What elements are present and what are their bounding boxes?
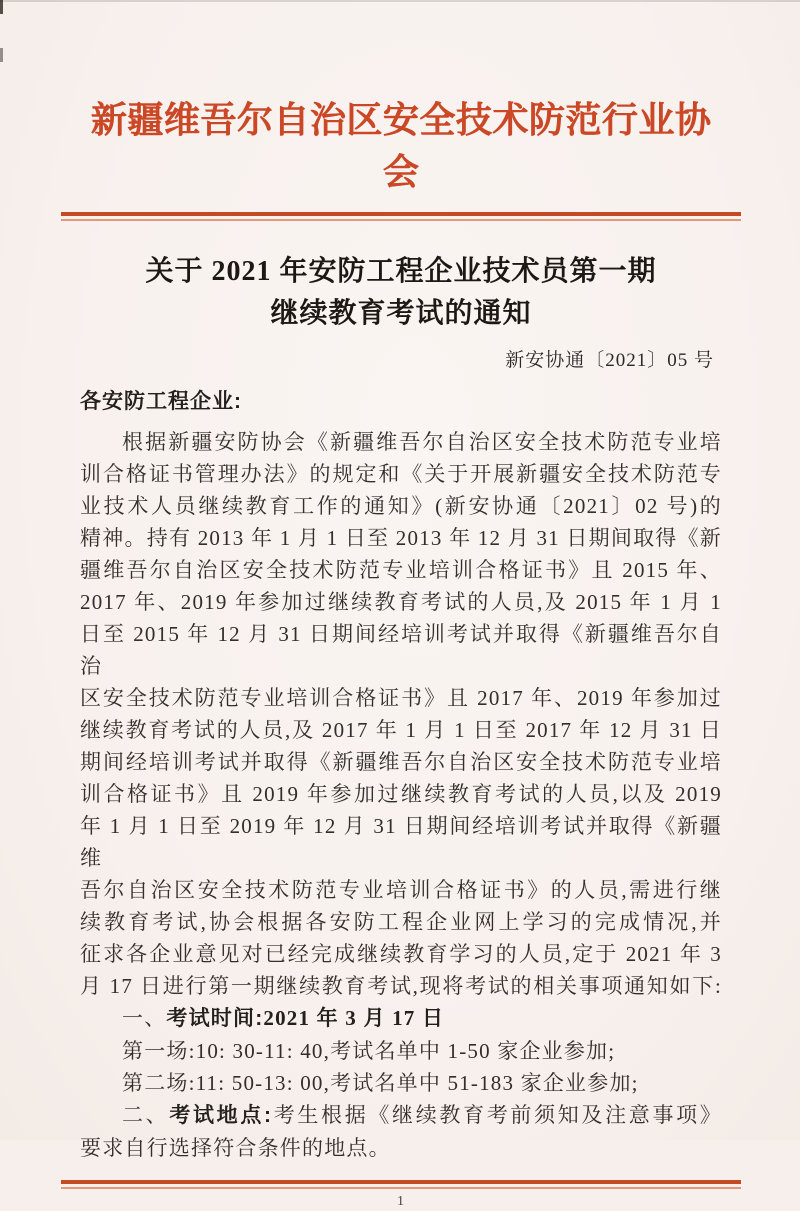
section-2-continuation: 要求自行选择符合条件的地点。 <box>80 1136 391 1160</box>
session-2-line: 第二场:11: 50-13: 00,考试名单中 51-183 家企业参加; <box>122 1071 639 1095</box>
paragraph-line: 训合格证书管理办法》的规定和《关于开展新疆安全技术防范专 <box>80 462 722 486</box>
notice-title-line1: 关于 2021 年安防工程企业技术员第一期 <box>145 256 657 287</box>
paragraph-line: 期间经培训考试并取得《新疆维吾尔自治区安全技术防范专业培 <box>80 750 722 774</box>
footer-divider <box>61 1180 741 1189</box>
notice-title-line2: 继续教育考试的通知 <box>270 298 532 329</box>
paragraph-line: 吾尔自治区安全技术防范专业培训合格证书》的人员,需进行继 <box>80 878 722 902</box>
salutation: 各安防工程企业: <box>80 390 242 413</box>
notice-title <box>80 251 722 335</box>
section-2-prefix: 二、 <box>122 1103 170 1127</box>
section-1-prefix: 一、 <box>122 1006 167 1030</box>
letterhead-divider <box>61 212 741 221</box>
paragraph-line: 年 1 月 1 日至 2019 年 12 月 31 日期间经培训考试并取得《新疆维 <box>80 814 722 870</box>
paragraph-line: 继续教育考试的人员,及 2017 年 1 月 1 日至 2017 年 12 月 31 日 <box>80 718 722 742</box>
section-2-label: 考试地点: <box>169 1104 273 1127</box>
section-1-heading <box>80 1002 722 1035</box>
section-2-heading <box>80 1099 722 1132</box>
paragraph-line: 根据新疆安防协会《新疆维吾尔自治区安全技术防范专业培 <box>122 430 722 454</box>
section-1-value: 2021 年 3 月 17 日 <box>263 1006 445 1030</box>
paragraph-line: 日至 2015 年 12 月 31 日期间经培训考试并取得《新疆维吾尔自治 <box>80 622 722 678</box>
paragraph-line: 2017 年、2019 年参加过继续教育考试的人员,及 2015 年 1 月 1 <box>80 590 722 614</box>
paragraph-line: 征求各企业意见对已经完成继续教育学习的人员,定于 2021 年 3 <box>80 942 722 966</box>
paragraph-line: 月 17 日进行第一期继续教育考试,现将考试的相关事项通知如下: <box>80 974 722 998</box>
section-1-label: 考试时间: <box>166 1007 264 1030</box>
paragraph-line: 续教育考试,协会根据各安防工程企业网上学习的完成情况,并 <box>80 910 722 934</box>
section-2-text: 考生根据《继续教育考前须知及注意事项》 <box>272 1103 722 1127</box>
paragraph-line: 业技术人员继续教育工作的通知》(新安协通〔2021〕02 号)的 <box>80 494 722 518</box>
letterhead-org-name: 新疆维吾尔自治区安全技术防范行业协会 <box>90 100 712 192</box>
body-paragraph <box>80 426 722 1002</box>
session-1-line: 第一场:10: 30-11: 40,考试名单中 1-50 家企业参加; <box>122 1039 616 1063</box>
document-number: 新安协通〔2021〕05 号 <box>505 350 714 371</box>
paragraph-line: 精神。持有 2013 年 1 月 1 日至 2013 年 12 月 31 日期间取得《新 <box>80 526 722 550</box>
page-number: 1 <box>397 1194 405 1209</box>
paragraph-line: 区安全技术防范专业培训合格证书》且 2017 年、2019 年参加过 <box>80 686 722 710</box>
paragraph-line: 训合格证书》且 2019 年参加过继续教育考试的人员,以及 2019 <box>80 782 722 806</box>
paragraph-line: 疆维吾尔自治区安全技术防范专业培训合格证书》且 2015 年、 <box>80 558 722 582</box>
